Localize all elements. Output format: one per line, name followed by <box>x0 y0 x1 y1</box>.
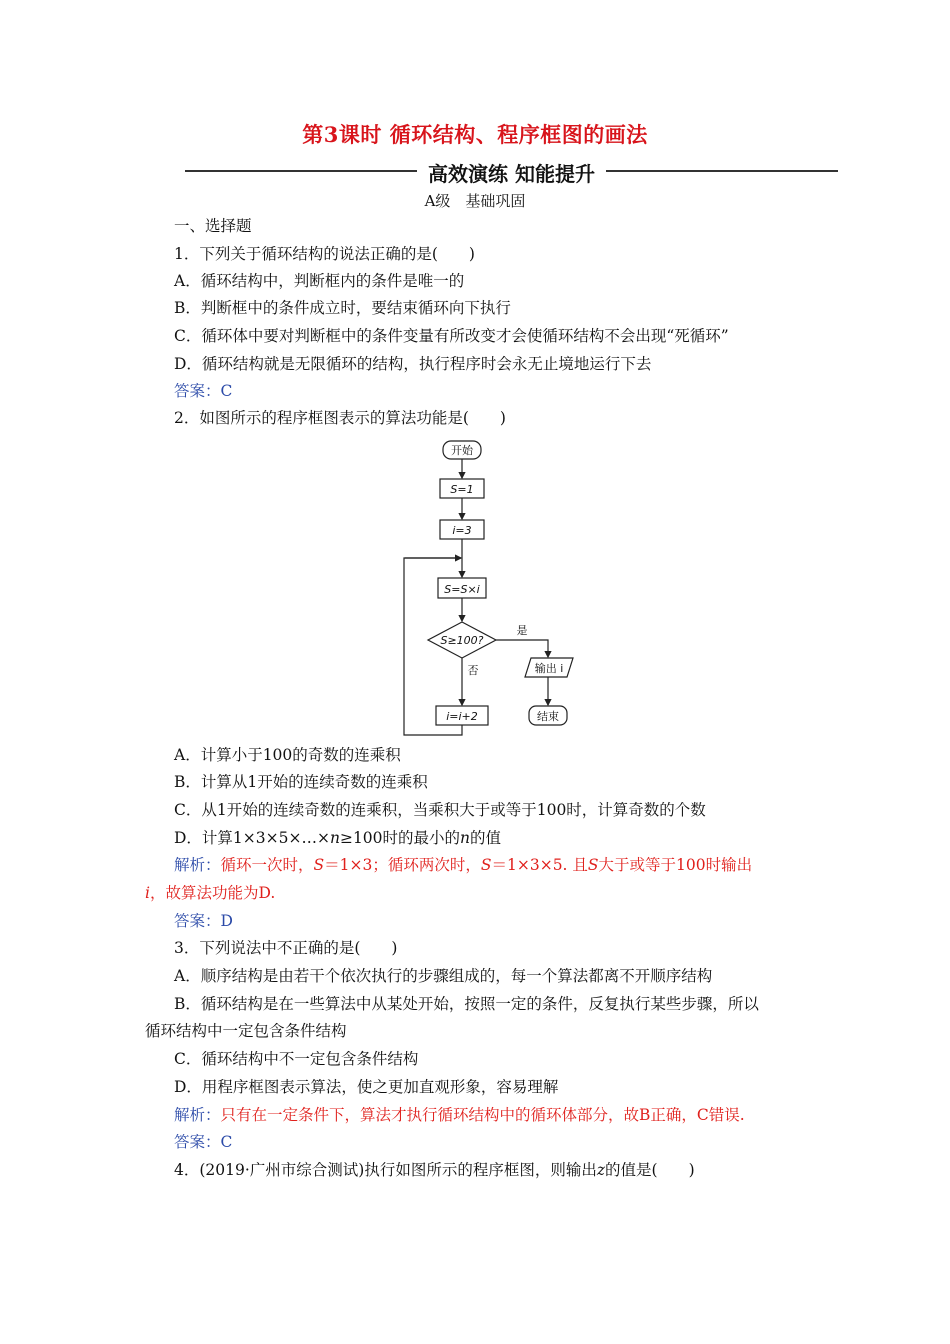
q2-exp-var: S <box>313 856 325 874</box>
lesson-title: 第3课时 循环结构、程序框图的画法 <box>302 122 648 147</box>
q3-explanation <box>174 1105 745 1125</box>
q3-exp-label: 解析： <box>174 1106 221 1124</box>
q2-explanation <box>174 855 752 875</box>
q3-option-c: C．循环结构中不一定包含条件结构 <box>174 1050 419 1068</box>
q2-d-var: n <box>329 829 340 847</box>
banner-rule-right <box>606 170 838 172</box>
q1-stem: 1．下列关于循环结构的说法正确的是( ) <box>174 245 475 263</box>
condition-label: S≥100? <box>440 634 484 647</box>
q3-option-d: D．用程序框图表示算法，使之更加直观形象，容易理解 <box>174 1078 559 1096</box>
q2-explanation-cont <box>145 883 275 903</box>
loop-label: S=S×i <box>444 583 480 596</box>
banner <box>0 158 950 184</box>
q2-exp-text: ，故算法功能为D. <box>149 884 276 902</box>
q2-exp-label: 解析： <box>174 856 221 874</box>
q3-option-a: A．顺序结构是由若干个依次执行的步骤组成的，每一个算法都离不开顺序结构 <box>174 967 713 985</box>
q1-option-d: D．循环结构就是无限循环的结构，执行程序时会永无止境地运行下去 <box>174 355 652 373</box>
q3-exp-text: 只有在一定条件下，算法才执行循环结构中的循环体部分，故B正确，C错误. <box>220 1106 745 1124</box>
banner-rule-left <box>185 170 417 172</box>
q3-option-b-cont: 循环结构中一定包含条件结构 <box>145 1022 347 1040</box>
level-heading: A级 基础巩固 <box>424 192 526 210</box>
incr-label: i=i+2 <box>446 710 478 723</box>
output-label: 输出 i <box>534 662 564 675</box>
yes-label: 是 <box>516 624 528 637</box>
q4-stem <box>174 1160 695 1180</box>
section-heading: 一、选择题 <box>174 217 252 235</box>
q4-stem-text: 4．(2019·广州市综合测试)执行如图所示的程序框图，则输出 <box>174 1161 597 1179</box>
q3-stem: 3．下列说法中不正确的是( ) <box>174 939 398 957</box>
q2-option-c: C．从1开始的连续奇数的连乘积，当乘积大于或等于100时，计算奇数的个数 <box>174 801 706 819</box>
q2-d-text: D．计算1×3×5×…× <box>174 829 330 847</box>
q2-d-text-mid: ≥100时的最小的 <box>339 829 461 847</box>
start-label: 开始 <box>451 444 473 457</box>
q2-exp-text: ＝1×3；循环两次时， <box>324 856 481 874</box>
q2-exp-var: S <box>587 856 599 874</box>
flowchart <box>395 437 595 737</box>
q1-answer: 答案：C <box>174 382 233 400</box>
s-init-label: S=1 <box>450 483 474 496</box>
q2-answer: 答案：D <box>174 912 233 930</box>
q2-exp-text: ＝1×3×5. 且 <box>491 856 588 874</box>
no-label: 否 <box>467 664 479 677</box>
q2-exp-var: S <box>480 856 492 874</box>
q2-option-b: B．计算从1开始的连续奇数的连乘积 <box>174 773 428 791</box>
q2-stem: 2．如图所示的程序框图表示的算法功能是( ) <box>174 409 506 427</box>
banner-text: 高效演练 知能提升 <box>428 162 595 186</box>
i-init-label: i=3 <box>452 524 472 537</box>
q2-option-d <box>174 828 501 848</box>
q2-exp-text: 大于或等于100时输出 <box>598 856 753 874</box>
q1-option-c: C．循环体中要对判断框中的条件变量有所改变才会使循环结构不会出现“死循环” <box>174 327 729 345</box>
q2-d-var2: n <box>460 829 471 847</box>
q2-exp-text: 循环一次时， <box>220 856 314 874</box>
arrow-yes-branch <box>496 640 548 657</box>
q2-option-a: A．计算小于100的奇数的连乘积 <box>174 746 401 764</box>
q3-option-b: B．循环结构是在一些算法中从某处开始，按照一定的条件，反复执行某些步骤，所以 <box>174 995 759 1013</box>
q4-stem-var: z <box>596 1161 606 1179</box>
q2-d-text-end: 的值 <box>470 829 502 847</box>
q1-option-b: B．判断框中的条件成立时，要结束循环向下执行 <box>174 299 511 317</box>
q4-stem-text-end: 的值是( ) <box>605 1161 695 1179</box>
q2-exp-var: i <box>145 884 150 902</box>
q1-option-a: A．循环结构中，判断框内的条件是唯一的 <box>174 272 465 290</box>
q3-answer: 答案：C <box>174 1133 233 1151</box>
end-label: 结束 <box>537 710 559 723</box>
